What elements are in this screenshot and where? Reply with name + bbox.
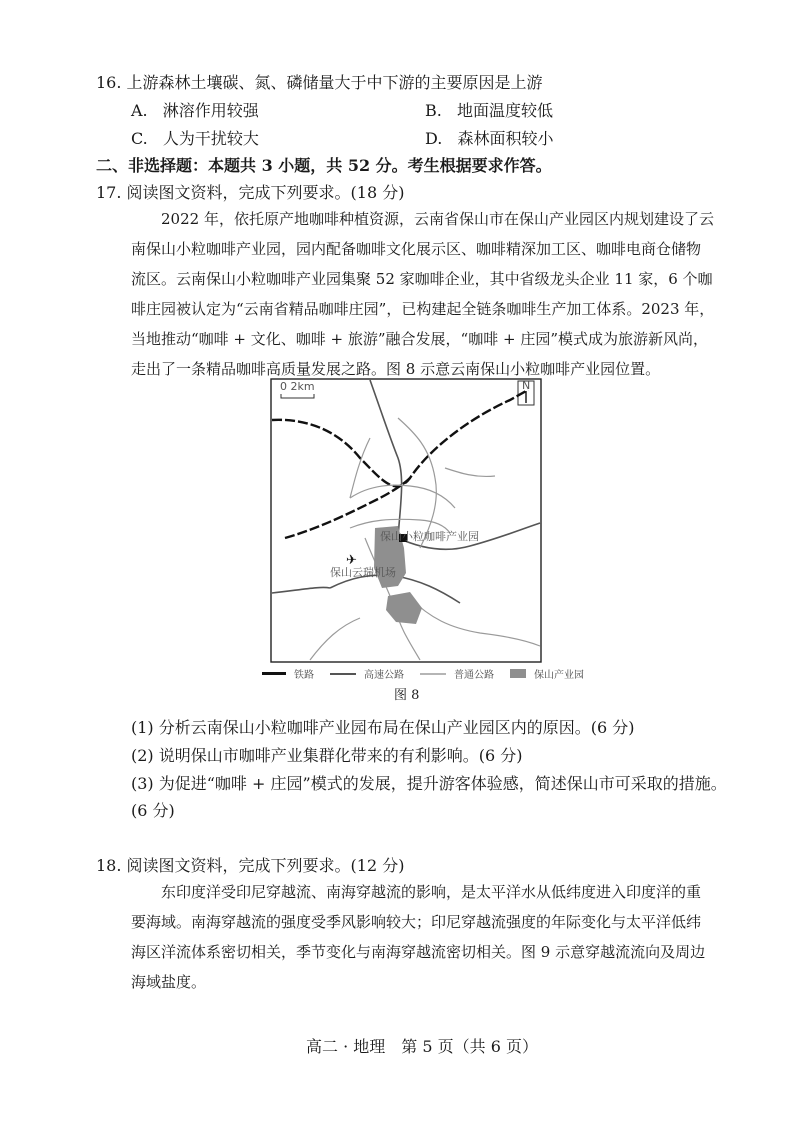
option-text: 淋溶作用较强 [162,101,259,120]
legend-road: 普通公路 [454,670,494,681]
q18-line-3: 海区洋流体系密切相关，季节变化与南海穿越流密切相关。图 9 示意穿越流流向及周边 [131,943,706,961]
option-label: B. [425,101,442,120]
option-label: A. [131,101,148,120]
legend-road-swatch [420,673,446,675]
q18-paragraph [131,877,711,997]
q17-subq-1: (1) 分析云南保山小粒咖啡产业园布局在保山产业园区内的原因。(6 分) [131,718,635,737]
option-text: 森林面积较小 [457,129,554,148]
figure-8-map [270,378,542,663]
q18-line-2: 要海域。南海穿越流的强度受季风影响较大；印尼穿越流强度的年际变化与太平洋低纬 [131,913,702,931]
q17-subq-3: (3) 为促进“咖啡 + 庄园”模式的发展，提升游客体验感，简述保山市可采取的措施。 [131,774,727,793]
q16-stem: 16. 上游森林土壤碳、氮、磷储量大于中下游的主要原因是上游 [96,73,543,92]
q16-option-c [131,129,259,149]
q18-line-4: 海域盐度。 [131,973,207,991]
legend-rail-swatch [262,672,286,675]
option-label: D. [425,129,443,148]
q17-line-4: 啡庄园被认定为“云南省精品咖啡庄园”，已构建起全链条咖啡生产加工体系。2023 年， [131,300,715,318]
legend-park-swatch [510,669,526,678]
q17-line-2: 南保山小粒咖啡产业园，园内配备咖啡文化展示区、咖啡精深加工区、咖啡电商仓储物 [131,240,702,258]
option-text: 人为干扰较大 [162,129,259,148]
q17-line-3: 流区。云南保山小粒咖啡产业园集聚 52 家咖啡企业，其中省级龙头企业 11 家，6 个咖 [131,270,713,288]
legend-highway-swatch [330,673,356,675]
q18-header: 18. 阅读图文资料，完成下列要求。(12 分) [96,856,405,875]
q17-subq-3-points: (6 分) [131,801,175,820]
label-airport: 保山云瑞机场 [330,566,396,579]
label-coffee-park: 保山小粒咖啡产业园 [380,530,479,543]
legend-rail: 铁路 [294,670,314,681]
q16-option-b [425,101,553,121]
q16-option-a [131,101,259,121]
q18-line-1: 东印度洋受印尼穿越流、南海穿越流的影响，是太平洋水从低纬度进入印度洋的重 [161,883,702,901]
option-label: C. [131,129,148,148]
q17-header: 17. 阅读图文资料，完成下列要求。(18 分) [96,183,405,202]
legend-highway: 高速公路 [364,670,404,681]
figure-8-caption: 图 8 [394,688,420,703]
airport-icon: ✈ [346,553,357,568]
scale-text: 0 2km [280,380,315,393]
north-arrow [518,379,534,405]
section2-title: 二、非选择题：本题共 3 小题，共 52 分。考生根据要求作答。 [96,156,552,175]
map-legend [262,666,584,681]
page-footer: 高二 · 地理 第 5 页（共 6 页） [306,1037,538,1056]
q17-line-1: 2022 年，依托原产地咖啡种植资源，云南省保山市在保山产业园区内规划建设了云 [161,210,714,228]
legend-park: 保山产业园 [534,670,584,681]
q17-subq-2: (2) 说明保山市咖啡产业集群化带来的有利影响。(6 分) [131,746,523,765]
option-text: 地面温度较低 [456,101,553,120]
q17-paragraph [131,204,715,384]
q16-option-d [425,129,553,149]
north-label: N [522,379,531,392]
q17-line-5: 当地推动“咖啡 + 文化、咖啡 + 旅游”融合发展，“咖啡 + 庄园”模式成为旅游新风尚， [131,330,708,348]
q17-line-6: 走出了一条精品咖啡高质量发展之路。图 8 示意云南保山小粒咖啡产业园位置。 [131,360,661,378]
